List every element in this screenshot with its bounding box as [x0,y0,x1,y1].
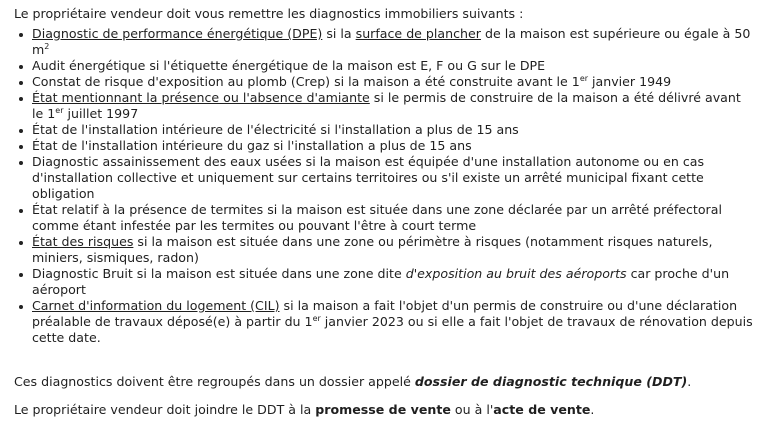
list-item-assainissement: Diagnostic assainissement des eaux usées si la maison est équipée d'une installation autonome ou en cas d'installation collective et uniquement sur certains territoires ou s'il existe un arrêté municipal fixant cette obligation [32,154,756,202]
list-item-audit: Audit énergétique si l'étiquette énergétique de la maison est E, F ou G sur le DPE [32,58,756,74]
list-item-electricite: État de l'installation intérieure de l'électricité si l'installation a plus de 15 ans [32,122,756,138]
list-item-dpe: Diagnostic de performance énergétique (DPE) si la surface de plancher de la maison est supérieure ou égale à 50 $m^2$ [32,26,756,58]
diagnostics-list [14,26,756,346]
ddt-term: dossier de diagnostic technique (DDT) [414,374,688,389]
joindre-paragraph: Le propriétaire vendeur doit joindre le DDT à la promesse de vente ou à l'acte de vente. [14,402,595,417]
list-item-termites: État relatif à la présence de termites si la maison est située dans une zone déclarée par un arrêté préfectoral comme étant infestée par les termites ou pouvant l'être à court terme [32,202,756,234]
list-item-gaz: État de l'installation intérieure du gaz si l'installation a plus de 15 ans [32,138,756,154]
list-item-risques: État des risques si la maison est située dans une zone ou périmètre à risques (notamment risques naturels, miniers, sismiques, radon) [32,234,756,266]
list-item-cil: Carnet d'information du logement (CIL) si la maison a fait l'objet d'un permis de construire ou d'une déclaration préalable de travaux déposé(e) à partir du 1er janvier 2023 ou si elle a fait l'objet de travaux de rénovation depuis cette date. [32,298,756,346]
list-item-bruit: Diagnostic Bruit si la maison est située dans une zone dite d'exposition au bruit des aéroports car proche d'un aéroport [32,266,756,298]
cil-link[interactable]: Carnet d'information du logement (CIL) [32,298,280,313]
etat-risques-link[interactable]: État des risques [32,234,134,249]
intro-text: Le propriétaire vendeur doit vous remettre les diagnostics immobiliers suivants : [14,6,524,21]
acte-vente-term: acte de vente [493,402,591,417]
promesse-vente-term: promesse de vente [315,402,451,417]
surface-plancher-link[interactable]: surface de plancher [355,26,481,41]
amiante-link[interactable]: État mentionnant la présence ou l'absence d'amiante [32,90,370,105]
list-item-crep: Constat de risque d'exposition au plomb (Crep) si la maison a été construite avant le 1er janvier 1949 [32,74,756,90]
dpe-link[interactable]: Diagnostic de performance énergétique (DPE) [32,26,323,41]
list-item-amiante: État mentionnant la présence ou l'absence d'amiante si le permis de construire de la maison a été délivré avant le 1er juillet 1997 [32,90,756,122]
ddt-paragraph: Ces diagnostics doivent être regroupés dans un dossier appelé dossier de diagnostic technique (DDT). [14,374,692,389]
